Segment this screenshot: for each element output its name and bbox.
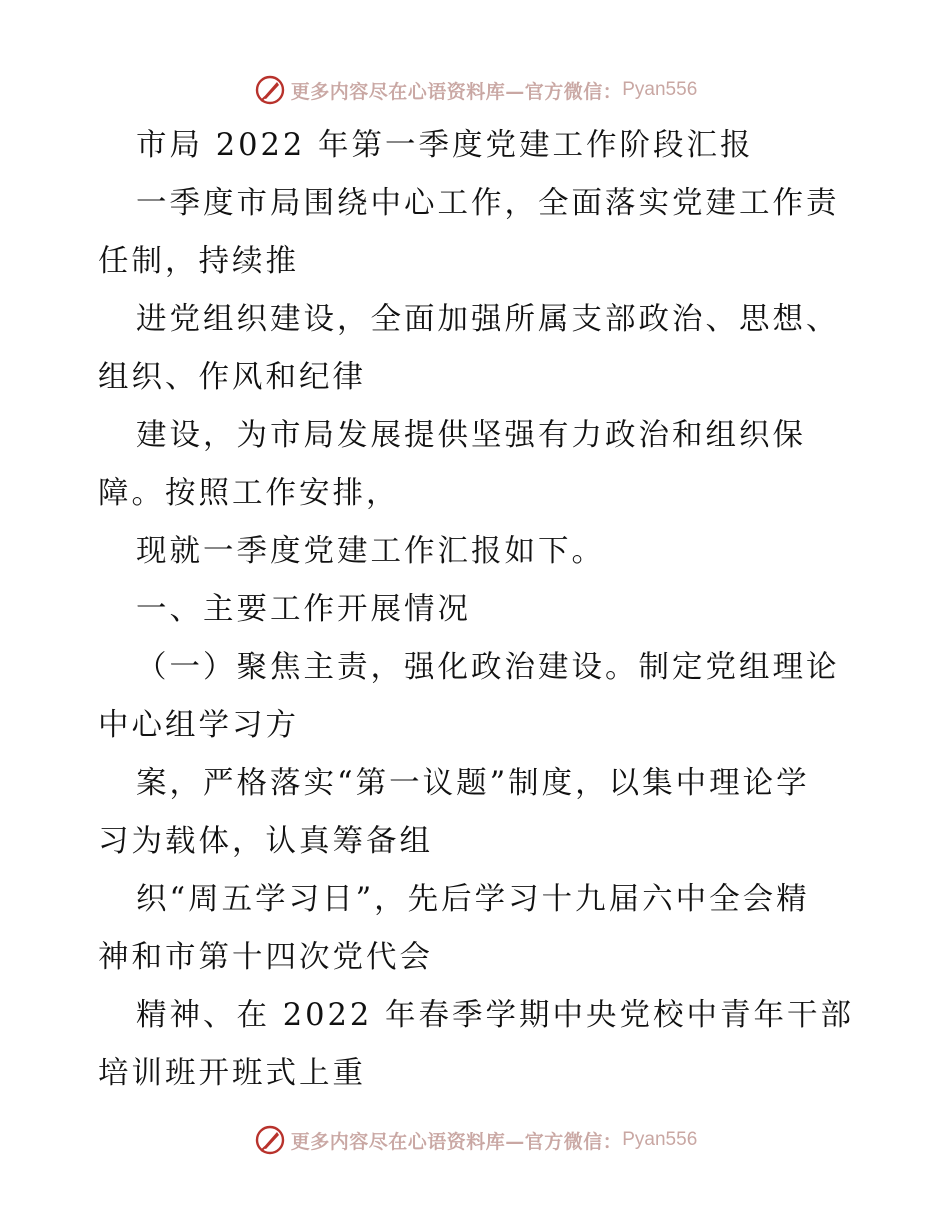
text-line: 织“周五学习日”，先后学习十九届六中全会精 [136,882,810,917]
text-line: 建设，为市局发展提供坚强有力政治和组织保 [136,418,806,453]
watermark-wechat-id: Pyan556 [622,1129,698,1150]
text-line: 任制，持续推 [98,244,299,279]
watermark-text: 更多内容尽在心语资料库—官方微信： [290,1130,623,1153]
text-line: （一）聚焦主责，强化政治建设。制定党组理论 [136,650,840,685]
document-title: 市局 2022 年第一季度党建工作阶段汇报 [136,128,754,163]
text-line: 组织、作风和纪律 [98,360,366,395]
quill-logo-icon [253,73,287,107]
quill-logo-icon [253,1123,287,1157]
watermark-wechat-id: Pyan556 [622,79,698,100]
text-line: 一季度市局围绕中心工作，全面落实党建工作责 [136,186,840,221]
text-line: 障。按照工作安排， [98,476,400,511]
watermark-banner-top [0,70,950,110]
text-line: 中心组学习方 [98,708,299,743]
text-line: 神和市第十四次党代会 [98,940,433,975]
watermark-text: 更多内容尽在心语资料库—官方微信： [290,80,623,103]
text-line: 培训班开班式上重 [98,1056,366,1091]
text-line: 现就一季度党建工作汇报如下。 [136,534,605,569]
text-line: 案，严格落实“第一议题”制度，以集中理论学 [136,766,810,801]
watermark-banner-bottom [0,1120,950,1160]
text-line: 精神、在 2022 年春季学期中央党校中青年干部 [136,998,855,1033]
text-line: 习为载体，认真筹备组 [98,824,433,859]
text-line: 进党组织建设，全面加强所属支部政治、思想、 [136,302,840,337]
section-heading: 一、主要工作开展情况 [136,592,471,627]
document-body [98,117,858,1103]
